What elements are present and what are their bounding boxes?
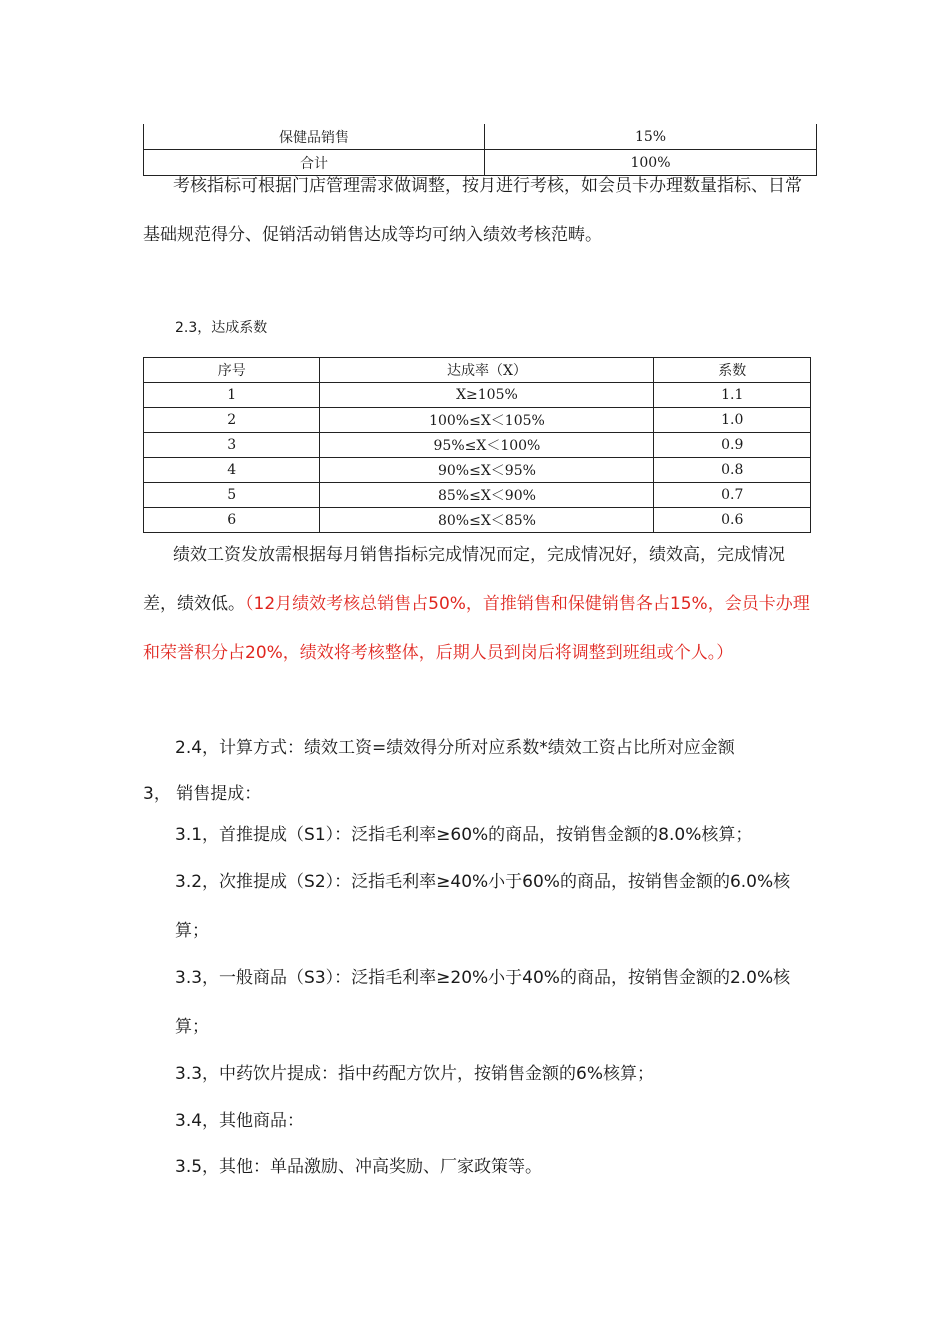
- cell-no: 5: [144, 483, 320, 508]
- performance-pay-text: 绩效工资发放需根据每月销售指标完成情况而定，完成情况好，绩效高，完成情况差，绩效低。: [143, 545, 785, 614]
- table-row: [144, 508, 811, 533]
- section-heading-3: 3， 销售提成：: [143, 784, 262, 804]
- table-cell-item: 保健品销售: [144, 124, 485, 150]
- cell-rate: 80%≤X＜85%: [320, 508, 654, 533]
- cell-coef: 0.8: [654, 458, 811, 483]
- formula-line: 2.4，计算方式：绩效工资=绩效得分所对应系数*绩效工资占比所对应金额: [175, 738, 735, 758]
- commission-item-3-5: 3.5，其他：单品激励、冲高奖励、厂家政策等。: [175, 1157, 543, 1177]
- table-cell-item: 合计: [144, 150, 485, 176]
- table-row: [144, 433, 811, 458]
- commission-item-herbal: 3.3，中药饮片提成：指中药配方饮片，按销售金额的6%核算；: [175, 1064, 655, 1084]
- commission-item-3-2: 3.2，次推提成（S2）：泛指毛利率≥40%小于60%的商品，按销售金额的6.0%核算；: [175, 872, 791, 941]
- achievement-coefficient-table: [143, 357, 811, 533]
- cell-rate: 90%≤X＜95%: [320, 458, 654, 483]
- table-row: [144, 408, 811, 433]
- cell-coef: 1.1: [654, 383, 811, 408]
- column-header-rate: 达成率（X）: [320, 358, 654, 383]
- cell-rate: 85%≤X＜90%: [320, 483, 654, 508]
- cell-coef: 0.7: [654, 483, 811, 508]
- table-header-row: [144, 358, 811, 383]
- performance-pay-paragraph: [143, 531, 813, 678]
- cell-coef: 0.9: [654, 433, 811, 458]
- table-row: [144, 124, 817, 150]
- table-cell-weight: 15%: [485, 124, 817, 150]
- commission-item-3-4: 3.4，其他商品：: [175, 1111, 305, 1131]
- table-row: [144, 383, 811, 408]
- cell-coef: 1.0: [654, 408, 811, 433]
- column-header-coef: 系数: [654, 358, 811, 383]
- cell-rate: 100%≤X＜105%: [320, 408, 654, 433]
- cell-coef: 0.6: [654, 508, 811, 533]
- cell-no: 6: [144, 508, 320, 533]
- cell-rate: X≥105%: [320, 383, 654, 408]
- cell-rate: 95%≤X＜100%: [320, 433, 654, 458]
- commission-item-3-3: 3.3，一般商品（S3）：泛指毛利率≥20%小于40%的商品，按销售金额的2.0%核算；: [175, 968, 791, 1037]
- table-cell-weight: 100%: [485, 150, 817, 176]
- table-row: [144, 458, 811, 483]
- cell-no: 4: [144, 458, 320, 483]
- cell-no: 2: [144, 408, 320, 433]
- section-heading-2-3: 2.3，达成系数: [175, 320, 268, 336]
- cell-no: 3: [144, 433, 320, 458]
- december-note-highlight: （12月绩效考核总销售占50%，首推销售和保健销售各占15%，会员卡办理和荣誉积分占20%，绩效将考核整体，后期人员到岗后将调整到班组或个人。）: [143, 594, 810, 663]
- assessment-adjustment-paragraph: 考核指标可根据门店管理需求做调整，按月进行考核，如会员卡办理数量指标、日常基础规范得分、促销活动销售达成等均可纳入绩效考核范畴。: [143, 176, 802, 245]
- cell-no: 1: [144, 383, 320, 408]
- column-header-no: 序号: [144, 358, 320, 383]
- table-row: [144, 483, 811, 508]
- commission-item-3-1: 3.1，首推提成（S1）：泛指毛利率≥60%的商品，按销售金额的8.0%核算；: [175, 825, 753, 845]
